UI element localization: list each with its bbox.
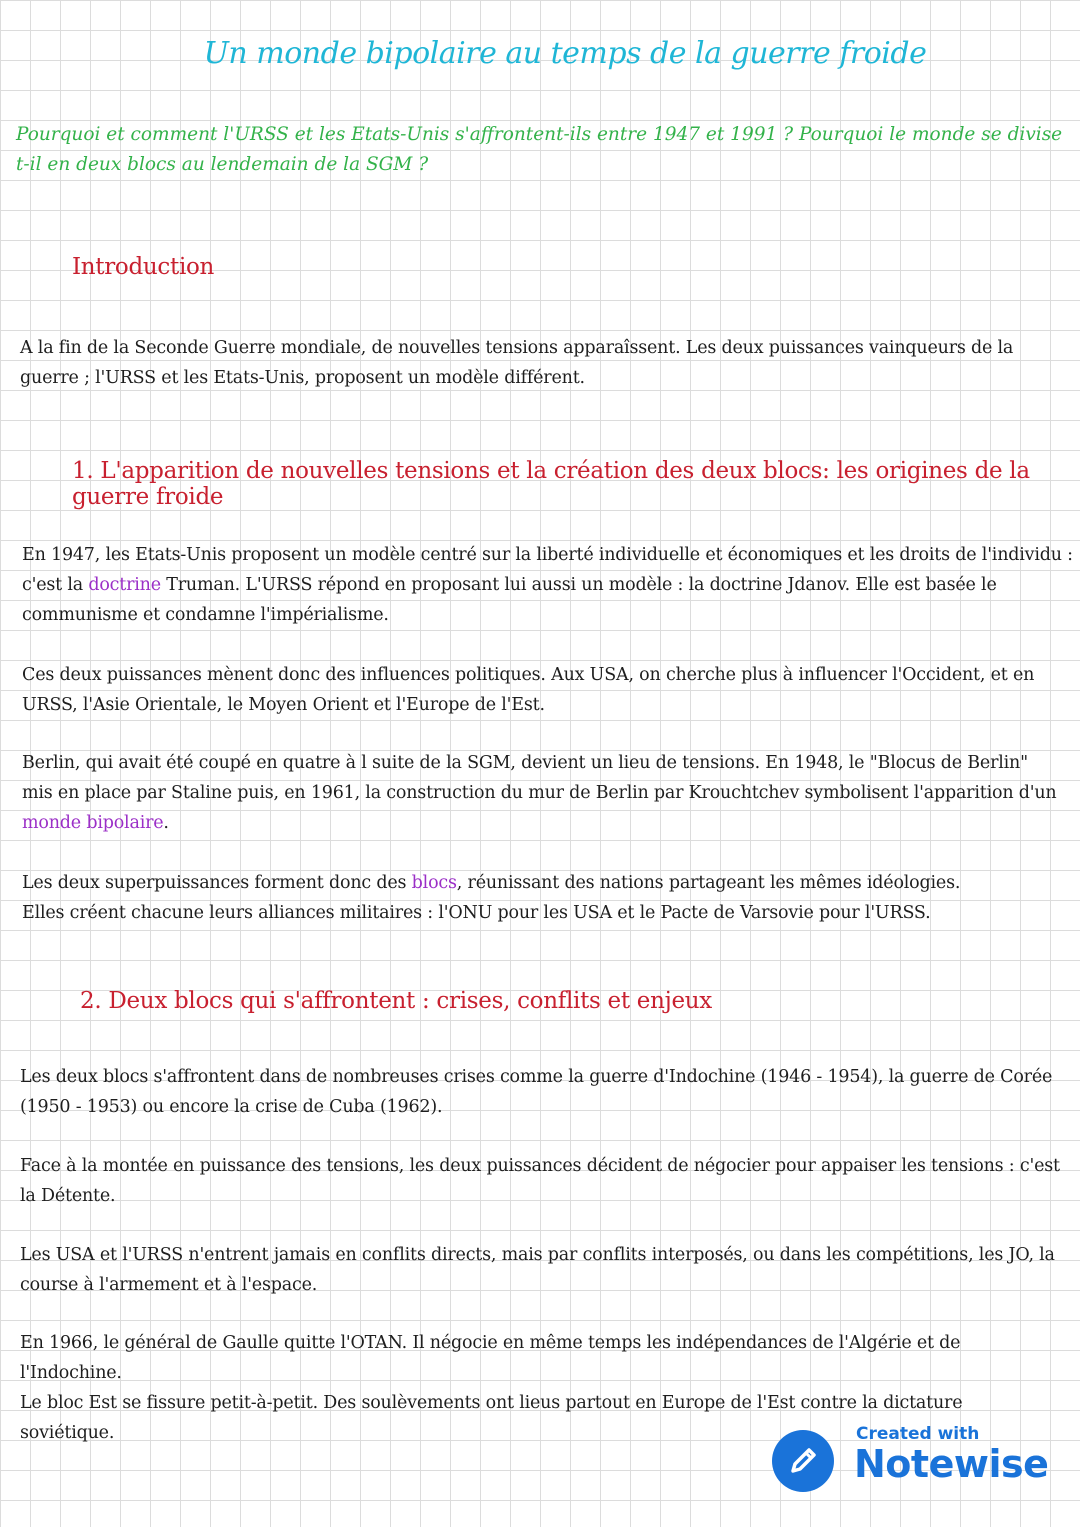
section-2-heading: 2. Deux blocs qui s'affrontent : crises, conflits et enjeux	[80, 988, 712, 1014]
section-2-paragraph-1: Les deux blocs s'affrontent dans de nombreuses crises comme la guerre d'Indochine (1946 - 1954), la guerre de Corée (1950 - 1953) ou encore la crise de Cuba (1962).	[20, 1067, 1053, 1117]
notewise-badge	[772, 1424, 1052, 1494]
page-title: Un monde bipolaire au temps de la guerre froide	[203, 36, 927, 71]
text-run: En 1947, les Etats-Unis proposent un modèle centré sur la liberté individuelle et économiques et les droits de l'individu : c'est la	[22, 545, 1073, 595]
text-run: Berlin, qui avait été coupé en quatre à l suite de la SGM, devient un lieu de tensions. En 1948, le "Blocus de Berlin" mis en place par Staline puis, en 1961, la construction du mur de Berlin par Krouchtchev symbolisent l'apparition d'un	[22, 753, 1057, 803]
text-run: Elles créent chacune leurs alliances militaires : l'ONU pour les USA et le Pacte de Varsovie pour l'URSS.	[22, 903, 931, 923]
problem-question: Pourquoi et comment l'URSS et les Etats-Unis s'affrontent-ils entre 1947 et 1991 ? Pourquoi le monde se divise t-il en deux blocs au lendemain de la SGM ?	[16, 124, 1063, 175]
text-run: , réunissant des nations partageant les mêmes idéologies.	[456, 873, 961, 893]
created-with-label: Created with	[856, 1424, 980, 1444]
brand-name: Notewise	[854, 1442, 1049, 1486]
section-1-heading: 1. L'apparition de nouvelles tensions et la création des deux blocs: les origines de la guerre froide	[72, 458, 1030, 510]
keyword-highlight: monde bipolaire	[22, 813, 164, 833]
section-2-paragraph-2: Face à la montée en puissance des tensions, les deux puissances décident de négocier pour appaiser les tensions : c'est la Détente.	[20, 1156, 1060, 1206]
pencil-icon	[772, 1430, 834, 1492]
section-1-paragraph-3	[22, 748, 1062, 838]
section-2-paragraph-3: Les USA et l'URSS n'entrent jamais en conflits directs, mais par conflits interposés, ou dans les compétitions, les JO, la course à l'armement et à l'espace.	[20, 1245, 1055, 1295]
section-1-paragraph-1	[22, 540, 1078, 630]
text-run: .	[163, 813, 169, 833]
section-1-paragraph-4	[22, 868, 1062, 928]
section-2-paragraph-4: En 1966, le général de Gaulle quitte l'OTAN. Il négocie en même temps les indépendances de l'Algérie et de l'Indochine.	[20, 1333, 961, 1383]
keyword-highlight: blocs	[411, 873, 457, 893]
section-1-paragraph-2: Ces deux puissances mènent donc des influences politiques. Aux USA, on cherche plus à influencer l'Occident, et en URSS, l'Asie Orientale, le Moyen Orient et l'Europe de l'Est.	[22, 665, 1035, 715]
text-run: Les deux superpuissances forment donc des	[22, 873, 412, 893]
text-run: Truman. L'URSS répond en proposant lui aussi un modèle : la doctrine Jdanov. Elle est basée le communisme et condamne l'impérialisme.	[22, 575, 997, 625]
intro-heading: Introduction	[72, 254, 215, 280]
intro-paragraph: A la fin de la Seconde Guerre mondiale, de nouvelles tensions apparaîssent. Les deux puissances vainqueurs de la guerre ; l'URSS et les Etats-Unis, proposent un modèle différent.	[20, 338, 1014, 388]
section-2-paragraph-5: Le bloc Est se fissure petit-à-petit. Des soulèvements ont lieus partout en Europe de l'Est contre la dictature soviétique.	[20, 1393, 963, 1443]
keyword-highlight: doctrine	[88, 575, 161, 595]
